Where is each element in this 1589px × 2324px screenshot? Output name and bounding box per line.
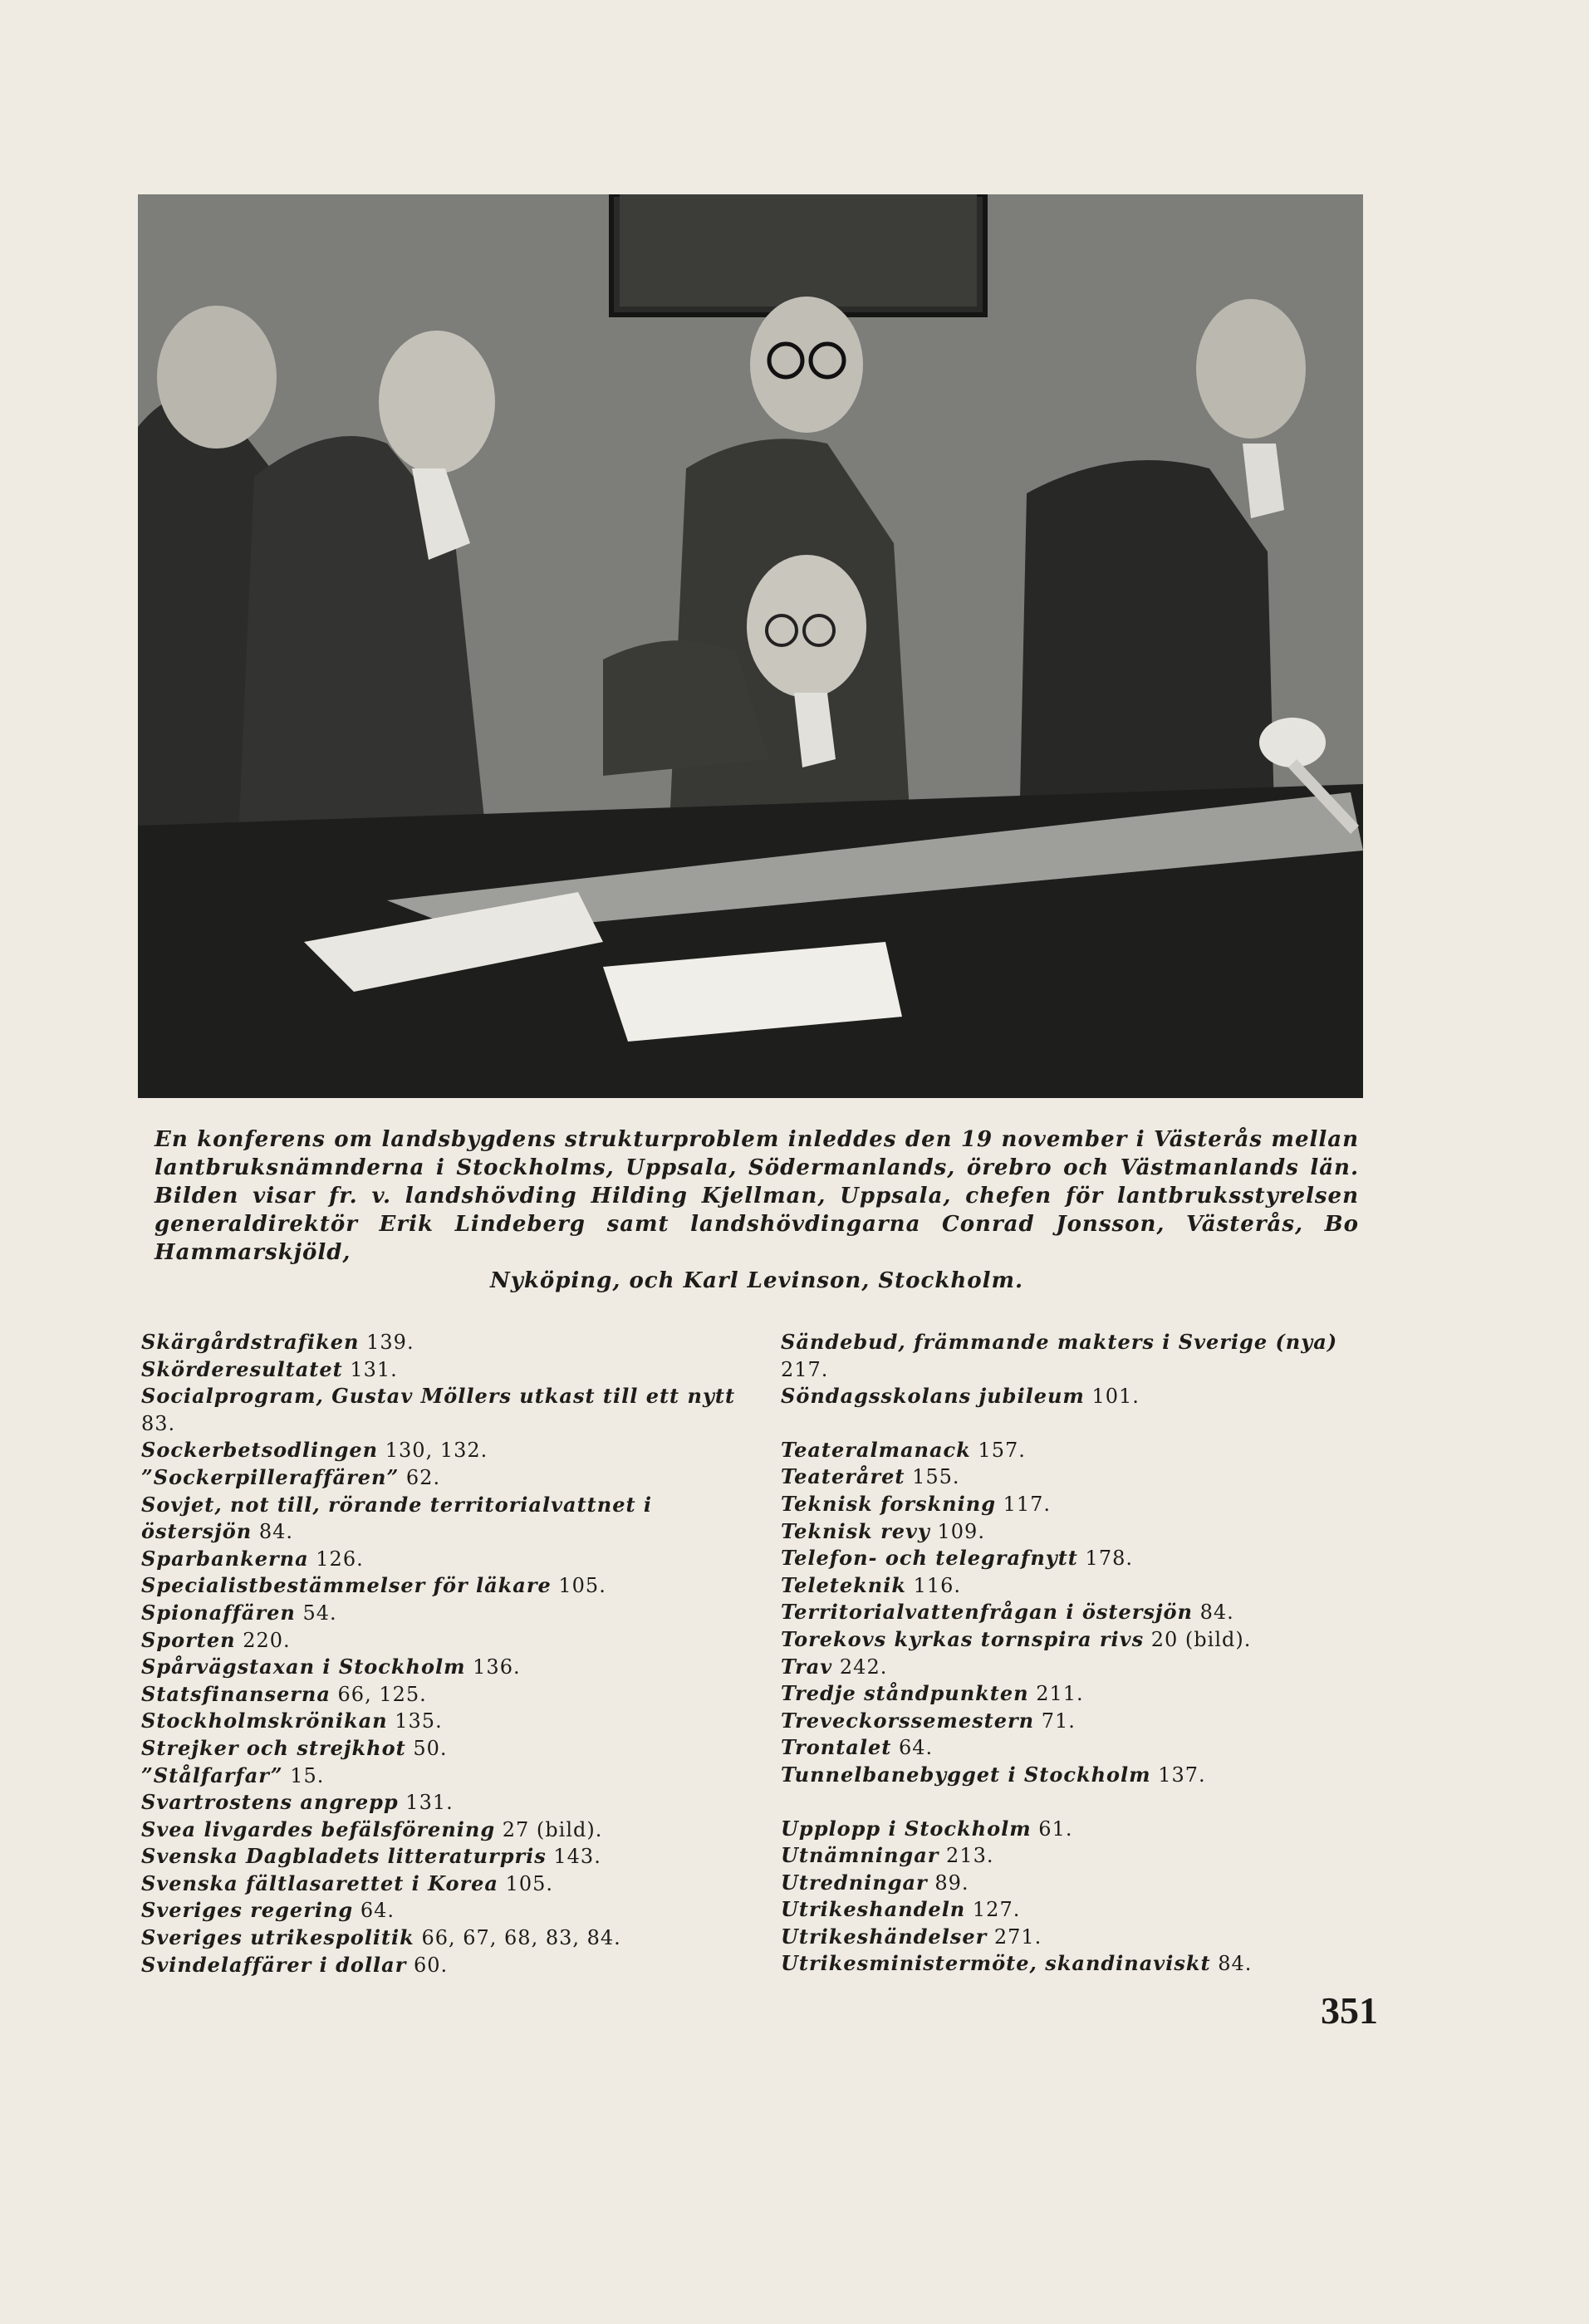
index-entry [141, 1383, 748, 1437]
index-term: Utrikesministermöte, skandinaviskt [781, 1951, 1211, 1976]
index-pages: 137. [1158, 1763, 1206, 1787]
index-term: Spårvägstaxan i Stockholm [141, 1655, 466, 1679]
index-entry [141, 1817, 748, 1844]
index-pages: 60. [414, 1953, 449, 1977]
index-entry [781, 1870, 1379, 1897]
index-entry [141, 1870, 748, 1898]
index-term: Telefon- och telegrafnytt [781, 1546, 1078, 1571]
index-pages: 15. [290, 1763, 325, 1787]
index-pages: 220. [243, 1628, 291, 1652]
index-term: Utnämningar [781, 1843, 939, 1868]
index-term: Svenska Dagbladets litteraturpris [141, 1844, 547, 1869]
index-column-left [141, 1329, 748, 1978]
index-term: Skörderesultatet [141, 1356, 343, 1381]
group-spacer [781, 1789, 1379, 1816]
index-pages: 155. [912, 1465, 960, 1489]
index-term: Sveriges regering [141, 1898, 354, 1923]
index-entry [141, 1654, 748, 1681]
index-entry [141, 1708, 748, 1735]
index-term: Torekovs kyrkas tornspira rivs [781, 1626, 1145, 1651]
index-term: Sveriges utrikespolitik [141, 1925, 414, 1950]
index-group-u [781, 1816, 1379, 1978]
index-pages: 127. [972, 1898, 1021, 1922]
index-pages: 242. [839, 1655, 888, 1679]
index-pages: 126. [316, 1547, 364, 1571]
index-term: Svenska fältlasarettet i Korea [141, 1870, 498, 1895]
index-pages: 136. [473, 1655, 521, 1679]
index-term: Skärgårdstrafiken [141, 1330, 360, 1354]
index-entry [141, 1763, 748, 1790]
index-pages: 143. [553, 1845, 601, 1869]
photo-illustration [138, 194, 1363, 1098]
index-entry [781, 1329, 1379, 1383]
index-term: Utrikeshändelser [781, 1924, 988, 1949]
caption-main: En konferens om landsbygdens strukturproblem inleddes den 19 november i Västerås mellan lantbruksnämnderna i Stockholms, Uppsala, Södermanlands, örebro och Västmanlands län. Bilden visar fr. v. landshövding Hilding Kjellman, Uppsala, chefen för lantbruksstyrelsen generaldirektör Erik Lindeberg samt landshövdingarna Conrad Jonsson, Västerås, Bo Hammarskjöld, [154, 1127, 1359, 1265]
index-pages: 84. [258, 1520, 293, 1544]
index-pages: 101. [1091, 1385, 1140, 1409]
index-pages: 83. [141, 1411, 176, 1435]
index-term: ”Sockerpilleraffären” [141, 1464, 400, 1489]
index-term: Utrikeshandeln [781, 1897, 966, 1922]
index-pages: 131. [350, 1357, 398, 1381]
index-pages: 139. [366, 1331, 414, 1354]
index-pages: 116. [913, 1573, 962, 1597]
index-entry [141, 1329, 748, 1356]
index-term: Spionaffären [141, 1600, 296, 1625]
index-term: Statsfinanserna [141, 1681, 331, 1706]
index-term: Tredje ståndpunkten [781, 1681, 1029, 1706]
index-term: Territorialvattenfrågan i östersjön [781, 1600, 1193, 1625]
index-entry [141, 1492, 748, 1546]
index-pages: 211. [1036, 1682, 1084, 1706]
index-pages: 84. [1199, 1601, 1234, 1625]
index-term: Tunnelbanebygget i Stockholm [781, 1762, 1151, 1787]
index-term: Utredningar [781, 1870, 928, 1895]
index-term: ”Stålfarfar” [141, 1763, 283, 1787]
index-pages: 62. [405, 1465, 441, 1489]
index-entry [781, 1491, 1379, 1518]
index-pages: 271. [993, 1924, 1042, 1949]
index-entry [781, 1383, 1379, 1410]
index-pages: 117. [1003, 1492, 1052, 1516]
index-entry [781, 1464, 1379, 1491]
index-entry [141, 1897, 748, 1924]
index-pages: 50. [413, 1736, 448, 1760]
index-pages: 130, 132. [385, 1439, 488, 1463]
index-pages: 61. [1038, 1817, 1073, 1841]
index-pages: 213. [946, 1844, 994, 1868]
index-entry [141, 1464, 748, 1492]
index-pages: 135. [395, 1709, 443, 1733]
index-term: Sovjet, not till, rörande territorialvattnet i östersjön [141, 1492, 653, 1544]
index-pages: 66, 67, 68, 83, 84. [421, 1926, 621, 1950]
index-term: Sockerbetsodlingen [141, 1438, 379, 1463]
index-pages: 71. [1041, 1709, 1076, 1733]
index-entry [781, 1924, 1379, 1951]
index-term: Teleteknik [781, 1572, 906, 1597]
index-term: Upplopp i Stockholm [781, 1816, 1032, 1841]
index-entry [141, 1735, 748, 1763]
index-entry [781, 1896, 1379, 1924]
index-term: Teknisk revy [781, 1518, 930, 1543]
index-entry [141, 1600, 748, 1627]
index-pages: 20 (bild). [1150, 1627, 1252, 1651]
index-term: Sporten [141, 1627, 236, 1652]
index-term: Teateralmanack [781, 1437, 971, 1462]
index-entry [781, 1816, 1379, 1843]
index-entry [781, 1545, 1379, 1572]
index-entry [781, 1626, 1379, 1654]
caption-last-line: Nyköping, och Karl Levinson, Stockholm. [489, 1268, 1024, 1293]
index-group-t [781, 1437, 1379, 1789]
index-term: Trontalet [781, 1735, 892, 1760]
index-entry [141, 1546, 748, 1573]
index-term: Svea livgardes befälsförening [141, 1817, 496, 1841]
index-pages: 66, 125. [337, 1682, 427, 1706]
index-pages: 131. [405, 1791, 454, 1815]
index-term: Treveckorssemestern [781, 1708, 1035, 1733]
index-entry [141, 1437, 748, 1464]
group-spacer [781, 1410, 1379, 1437]
index-entry [141, 1627, 748, 1655]
index-pages: 64. [360, 1899, 395, 1923]
index-term: Trav [781, 1654, 833, 1679]
index-term: Sparbankerna [141, 1546, 309, 1571]
index-entry [781, 1654, 1379, 1681]
index-term: Teknisk forskning [781, 1491, 996, 1516]
index-pages: 109. [937, 1519, 985, 1543]
index-term: Specialistbestämmelser för läkare [141, 1573, 552, 1598]
index-pages: 54. [302, 1601, 337, 1625]
index-entry [141, 1681, 748, 1709]
photo-caption [154, 1125, 1359, 1295]
index-entry [141, 1843, 748, 1870]
index-term: Sändebud, främmande makters i Sverige (nya) [781, 1330, 1338, 1354]
index-group-s [781, 1329, 1379, 1410]
index-pages: 105. [505, 1871, 554, 1895]
index-entry [141, 1789, 748, 1817]
index-entry [781, 1842, 1379, 1870]
index-entry [781, 1708, 1379, 1735]
index-entry [141, 1572, 748, 1600]
index-pages: 178. [1085, 1547, 1133, 1571]
index-term: Svindelaffärer i dollar [141, 1952, 407, 1977]
index-entry [781, 1518, 1379, 1546]
index-term: Socialprogram, Gustav Möllers utkast till ett nytt [141, 1384, 736, 1409]
index-entry [781, 1762, 1379, 1789]
index-entry [141, 1952, 748, 1979]
index-pages: 157. [978, 1438, 1026, 1462]
index-entry [781, 1950, 1379, 1978]
index-term: Söndagsskolans jubileum [781, 1384, 1085, 1409]
index-column-right [781, 1329, 1379, 1978]
photograph [138, 194, 1363, 1098]
index-pages: 89. [934, 1870, 969, 1895]
index-entry [781, 1734, 1379, 1762]
index-pages: 217. [781, 1357, 829, 1381]
index-term: Strejker och strejkhot [141, 1735, 406, 1760]
index-pages: 64. [898, 1736, 934, 1760]
index-entry [781, 1680, 1379, 1708]
index-pages: 84. [1218, 1952, 1253, 1976]
index-pages: 105. [558, 1574, 606, 1598]
page-number: 351 [1321, 1989, 1378, 2032]
index-term: Stockholmskrönikan [141, 1709, 388, 1733]
index-term: Teateråret [781, 1464, 905, 1489]
index-term: Svartrostens angrepp [141, 1790, 399, 1815]
index-entry [781, 1437, 1379, 1464]
index-entry [781, 1599, 1379, 1626]
index-entry [141, 1356, 748, 1384]
index-pages: 27 (bild). [502, 1817, 603, 1841]
index-entry [781, 1572, 1379, 1600]
index-entry [141, 1924, 748, 1952]
